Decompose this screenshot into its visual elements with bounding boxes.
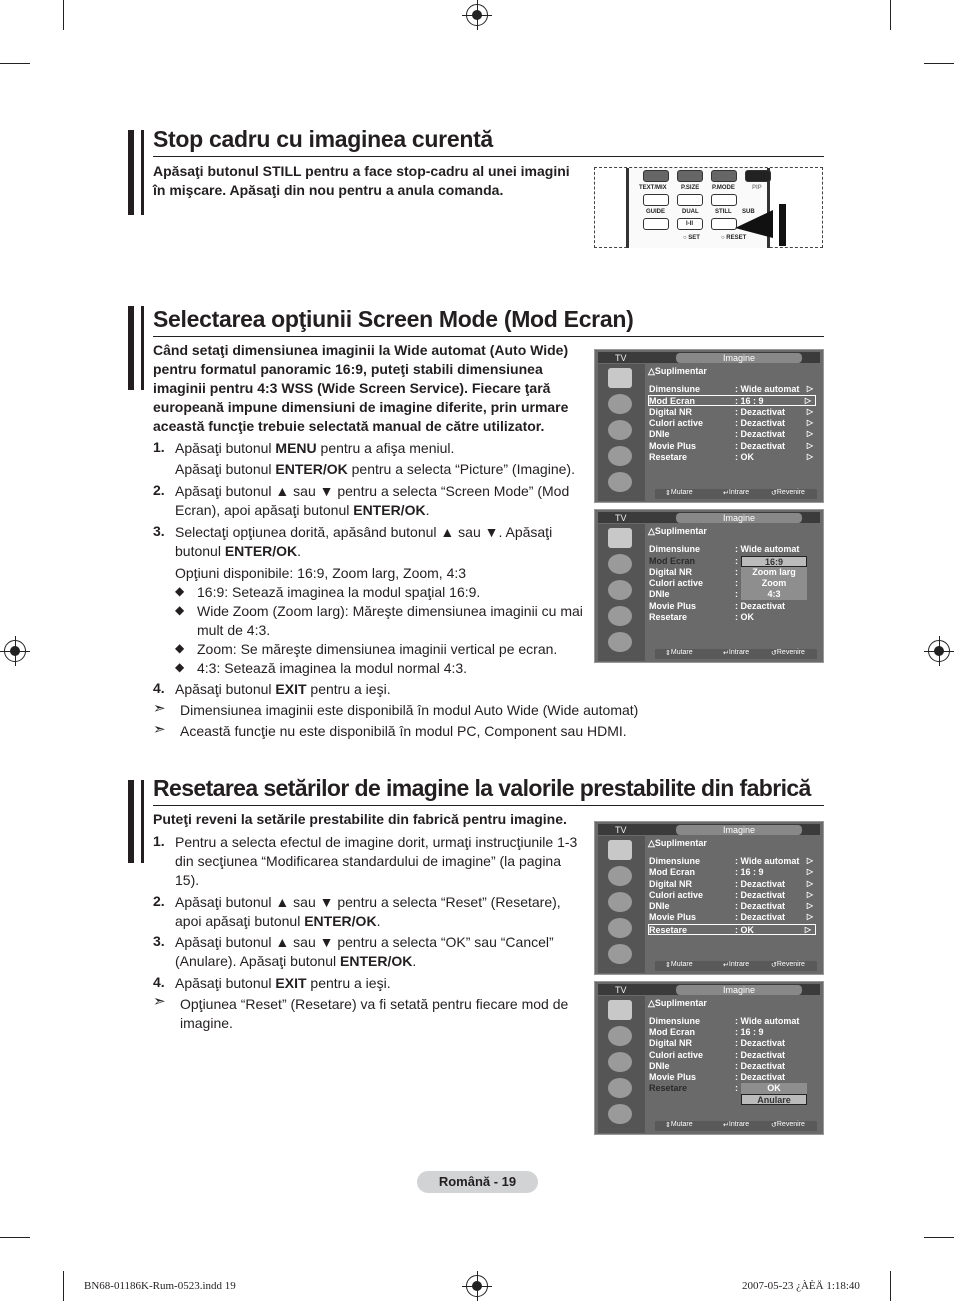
registration-mark-top-icon: [466, 4, 488, 26]
step-number: 3.: [153, 523, 165, 539]
section-marker: [128, 780, 144, 863]
section2-intro-line1: Când setaţi dimensiunea imaginii la Wide automat (Auto Wide): [153, 342, 569, 358]
reset-note-line2: imagine.: [180, 1015, 233, 1031]
step3-line2: butonul ENTER/OK.: [175, 543, 302, 559]
step-number: 4.: [153, 974, 165, 990]
section-marker: [128, 306, 144, 390]
page-number-badge: Română - 19: [417, 1171, 538, 1193]
bullet-icon: ◆: [175, 660, 185, 674]
section1-intro-line1: Apăsaţi butonul STILL pentru a face stop-cadru al unei imagini: [153, 163, 570, 179]
reset-step3-line1: Apăsaţi butonul ▲ sau ▼ pentru a selecta “OK” sau “Cancel”: [175, 934, 554, 950]
section1-title: Stop cadru cu imaginea curentă: [153, 126, 493, 152]
step-number: 1.: [153, 833, 165, 849]
option-4-3: 4:3: Setează imaginea la modul normal 4:3.: [197, 660, 468, 676]
section3-intro: Puteţi reveni la setările prestabilite din fabrică pentru imagine.: [153, 811, 567, 827]
step4-line: Apăsaţi butonul EXIT pentru a ieşi.: [175, 681, 391, 697]
note-arrow-icon: ➣: [153, 721, 166, 738]
section1-intro-line2: în mişcare. Apăsaţi din nou pentru a anula comanda.: [153, 182, 504, 198]
screen-option: 4:3: [741, 589, 807, 600]
reset-step1-line2: din secţiunea “Modificarea standardului de imagine” (la pagina: [175, 853, 562, 869]
note-auto-wide: Dimensiunea imaginii este disponibilă în modul Auto Wide (Wide automat): [180, 702, 639, 718]
reset-step1-line1: Pentru a selecta efectul de imagine dorit, urmaţi instrucţiunile 1-3: [175, 834, 578, 850]
section1-rule: [153, 156, 824, 157]
bullet-icon: ◆: [175, 584, 185, 598]
step3-line1: Selectaţi opţiunea dorită, apăsând butonul ▲ sau ▼. Apăsaţi: [175, 524, 553, 540]
screen-option: Zoom larg: [741, 567, 807, 578]
note-arrow-icon: ➣: [153, 993, 166, 1010]
section2-intro-line2: pentru formatul panoramic 16:9, puteţi stabili dimensiunea: [153, 361, 543, 377]
step1-line1: Apăsaţi butonul MENU pentru a afişa meniul.: [175, 440, 455, 456]
reset-option: OK: [741, 1083, 807, 1094]
registration-mark-left-icon: [4, 640, 26, 662]
registration-mark-right-icon: [928, 640, 950, 662]
reset-step2-line1: Apăsaţi butonul ▲ sau ▼ pentru a selecta “Reset” (Resetare),: [175, 894, 561, 910]
reset-note-line1: Opţiunea “Reset” (Resetare) va fi setată pentru fiecare mod de: [180, 996, 569, 1012]
menu-screen-1: TV Imagine △Suplimentar Dimensiune : Wide automat ▷ Mod Ecran : 16 : 9 ▷ Digital NR : Dezactivat ▷ Culori active : Dezactivat ▷ DNIe : Dezactivat ▷ Movie Plus : Dezactivat ▷ Resetare : OK ▷ ⇕ Mutare ↵ Intrare ↺ Revenire: [594, 349, 824, 503]
step-number: 2.: [153, 482, 165, 498]
bullet-icon: ◆: [175, 603, 185, 617]
note-arrow-icon: ➣: [153, 700, 166, 717]
section-marker: [128, 130, 144, 215]
screen-option: Zoom: [741, 578, 807, 589]
section2-intro-line4: europeană impune dimensiuni de imagine diferite, prin urmare: [153, 399, 569, 415]
reset-step1-line3: 15).: [175, 872, 200, 888]
section3-title: Resetarea setărilor de imagine la valorile prestabilite din fabrică: [153, 775, 811, 801]
step2-line2: Ecran), apoi apăsaţi butonul ENTER/OK.: [175, 502, 430, 518]
option-zoom: Zoom: Se măreşte dimensiunea imaginii vertical pe ecran.: [197, 641, 558, 657]
option-wide-zoom-line1: Wide Zoom (Zoom larg): Măreşte dimensiunea imaginii cu mai: [197, 603, 583, 619]
reset-step4-line: Apăsaţi butonul EXIT pentru a ieşi.: [175, 975, 391, 991]
step-number: 3.: [153, 933, 165, 949]
option-16-9: 16:9: Setează imaginea la modul spaţial 16:9.: [197, 584, 481, 600]
date-slug: 2007-05-23 ¿ÀÈÄ 1:18:40: [742, 1280, 860, 1292]
section3-rule: [153, 805, 824, 806]
reset-step2-line2: apoi apăsaţi butonul ENTER/OK.: [175, 913, 381, 929]
step-number: 4.: [153, 680, 165, 696]
remote-illustration: TEXT/MIX P.SIZE P.MODE PIP GUIDE DUAL STILL SUB I-II ○ SET ○ RESET: [594, 167, 823, 248]
pointing-arrow-icon: [735, 198, 795, 248]
menu-screen-4: TV Imagine △Suplimentar Dimensiune : Wide automat Mod Ecran : 16 : 9 Digital NR : Dezactivat Culori active : Dezactivat DNIe : Dezactivat Movie Plus : Dezactivat Resetare : OK Anulare ⇕ Mutare ↵ Intrare ↺ Revenire: [594, 981, 824, 1135]
bullet-icon: ◆: [175, 641, 185, 655]
section2-title: Selectarea opţiunii Screen Mode (Mod Ecran): [153, 306, 634, 332]
section2-intro-line5: această funcţie trebuie selectată manual de către utilizator.: [153, 418, 545, 434]
option-wide-zoom-line2: mult de 4:3.: [197, 622, 271, 638]
reset-option: Anulare: [741, 1094, 807, 1105]
file-slug: BN68-01186K-Rum-0523.indd 19: [84, 1280, 236, 1292]
menu-screen-2: TV Imagine △Suplimentar Dimensiune : Wide automat Mod Ecran : Digital NR : Culori active : DNIe : Movie Plus : Dezactivat Resetare : OK 16:9 Zoom larg Zoom 4:3 ⇕ Mutare ↵ Intrare ↺ Revenire: [594, 509, 824, 663]
registration-mark-bottom-icon: [466, 1275, 488, 1297]
step1-line2: Apăsaţi butonul ENTER/OK pentru a selecta “Picture” (Imagine).: [175, 461, 575, 477]
section2-rule: [153, 336, 824, 337]
menu-screen-3: TV Imagine △Suplimentar Dimensiune : Wide automat ▷ Mod Ecran : 16 : 9 ▷ Digital NR : Dezactivat ▷ Culori active : Dezactivat ▷ DNIe : Dezactivat ▷ Movie Plus : Dezactivat ▷ Resetare : OK ▷ ⇕ Mutare ↵ Intrare ↺ Revenire: [594, 821, 824, 975]
step-number: 1.: [153, 439, 165, 455]
section2-intro-line3: imaginii pentru 4:3 WSS (Wide Screen Service). Fiecare ţară: [153, 380, 551, 396]
step-number: 2.: [153, 893, 165, 909]
note-not-available: Această funcţie nu este disponibilă în modul PC, Component sau HDMI.: [180, 723, 627, 739]
options-line: Opţiuni disponibile: 16:9, Zoom larg, Zoom, 4:3: [175, 565, 467, 581]
reset-step3-line2: (Anulare). Apăsaţi butonul ENTER/OK.: [175, 953, 417, 969]
screen-option: 16:9: [741, 556, 807, 567]
step2-line1: Apăsaţi butonul ▲ sau ▼ pentru a selecta “Screen Mode” (Mod: [175, 483, 570, 499]
